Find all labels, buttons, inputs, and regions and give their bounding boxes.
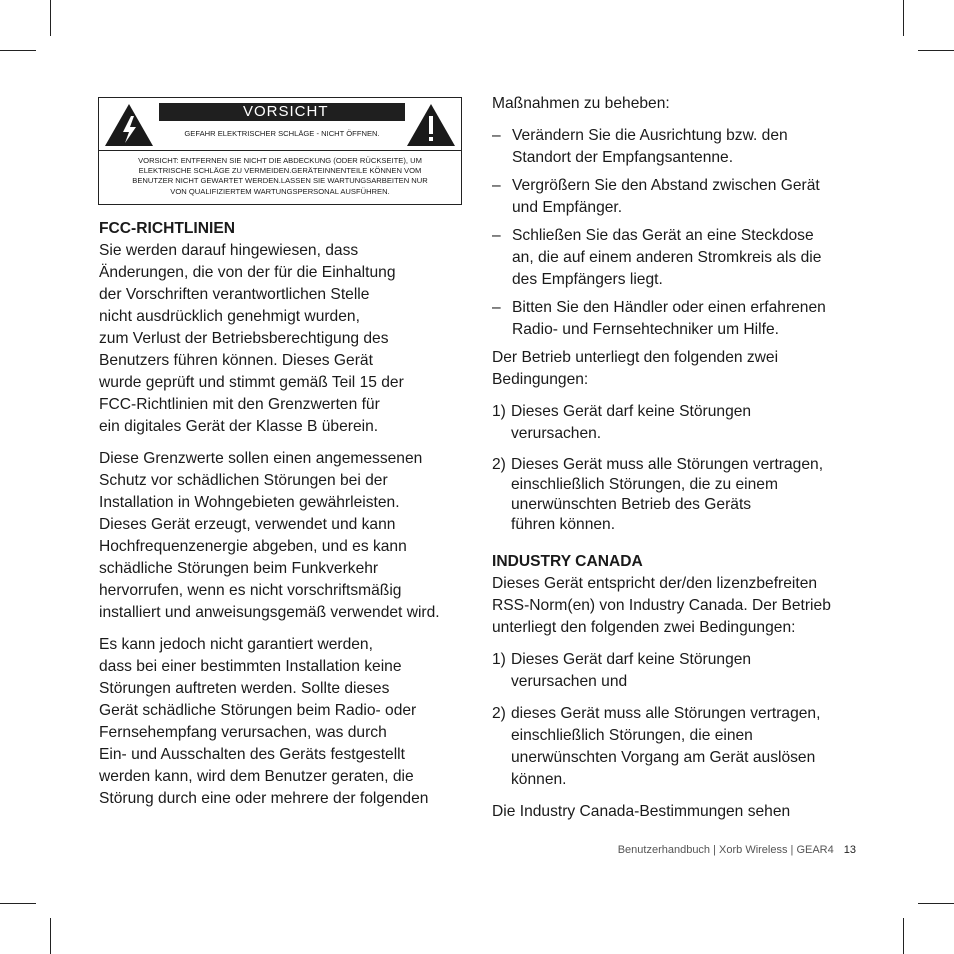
item-number: 1) xyxy=(492,651,506,668)
crop-mark xyxy=(0,903,36,904)
text-line: ein digitales Gerät der Klasse B überein. xyxy=(99,418,379,435)
condition-item xyxy=(492,455,862,535)
text-line: Es kann jedoch nicht garantiert werden, xyxy=(99,636,373,653)
warning-line: BENUTZER NICHT GEWARTET WERDEN.LASSEN SIE WARTUNGSARBEITEN NUR xyxy=(132,176,428,186)
text-line: dieses Gerät muss alle Störungen vertragen, xyxy=(511,705,821,722)
lightning-warning-icon xyxy=(103,102,155,148)
crop-mark xyxy=(0,50,36,51)
text-line: der Vorschriften verantwortlichen Stelle xyxy=(99,286,370,303)
warning-title: VORSICHT xyxy=(159,103,405,121)
text-line: Der Betrieb unterliegt den folgenden zwei xyxy=(492,349,779,366)
warning-text xyxy=(101,156,459,197)
crop-mark xyxy=(903,918,904,954)
crop-mark xyxy=(50,0,51,36)
item-number: 1) xyxy=(492,403,506,420)
left-column xyxy=(99,218,469,810)
measure-item xyxy=(492,225,862,291)
text-line: RSS-Norm(en) von Industry Canada. Der Betrieb xyxy=(492,597,831,614)
text-line: Verändern Sie die Ausrichtung bzw. den xyxy=(512,127,788,144)
text-line: nicht ausdrücklich genehmigt wurden, xyxy=(99,308,360,325)
text-line: Bitten Sie den Händler oder einen erfahrenen xyxy=(512,299,826,316)
fcc-heading: FCC-RICHTLINIEN xyxy=(99,220,235,237)
text-line: an, die auf einem anderen Stromkreis als die xyxy=(512,249,822,266)
text-line: wurde geprüft und stimmt gemäß Teil 15 der xyxy=(99,374,404,391)
text-line: Schutz vor schädlichen Störungen bei der xyxy=(99,472,388,489)
text-line: dass bei einer bestimmten Installation keine xyxy=(99,658,402,675)
text-line: installiert und anweisungsgemäß verwendet wird. xyxy=(99,604,440,621)
ic-condition-item xyxy=(492,649,862,693)
warning-header xyxy=(99,98,461,151)
fcc-paragraph-2 xyxy=(99,448,469,624)
text-line: Dieses Gerät darf keine Störungen xyxy=(511,651,752,668)
condition-item xyxy=(492,401,862,445)
dash-bullet: – xyxy=(492,299,501,316)
text-line: führen können. xyxy=(511,516,616,533)
text-line: Dieses Gerät muss alle Störungen vertragen, xyxy=(511,456,824,473)
text-line: einschließlich Störungen, die einen xyxy=(511,727,753,744)
text-line: Gerät schädliche Störungen beim Radio- oder xyxy=(99,702,417,719)
text-line: Dieses Gerät entspricht der/den lizenzbefreiten xyxy=(492,575,818,592)
warning-subtitle: GEFAHR ELEKTRISCHER SCHLÄGE - NICHT ÖFFNEN. xyxy=(184,129,380,138)
text-line: Änderungen, die von der für die Einhaltung xyxy=(99,264,396,281)
crop-mark xyxy=(903,0,904,36)
warning-line: VON QUALIFIZIERTEM WARTUNGSPERSONAL AUSFÜHREN. xyxy=(170,186,390,196)
industry-canada-heading: INDUSTRY CANADA xyxy=(492,553,643,570)
text-line: Störung durch eine oder mehrere der folgenden xyxy=(99,790,429,807)
text-line: Sie werden darauf hingewiesen, dass xyxy=(99,242,359,259)
text-line: werden kann, wird dem Benutzer geraten, die xyxy=(99,768,414,785)
conditions-intro xyxy=(492,347,862,391)
ic-condition-item xyxy=(492,703,862,791)
right-column xyxy=(492,93,862,823)
fcc-paragraph-1 xyxy=(99,240,469,438)
exclamation-warning-icon xyxy=(405,102,457,148)
text-line: Radio- und Fernsehtechniker um Hilfe. xyxy=(512,321,779,338)
measure-item xyxy=(492,125,862,169)
page-footer xyxy=(560,843,856,857)
footer-text: Benutzerhandbuch | Xorb Wireless | GEAR4 xyxy=(617,844,834,856)
text-line: Vergrößern Sie den Abstand zwischen Gerät xyxy=(512,177,820,194)
text-line: können. xyxy=(511,771,567,788)
warning-line: ELEKTRISCHE SCHLÄGE ZU VERMEIDEN.GERÄTEINNENTEILE KÖNNEN VOM xyxy=(138,166,422,176)
caution-warning-box xyxy=(98,97,462,205)
crop-mark xyxy=(918,903,954,904)
dash-bullet: – xyxy=(492,177,501,194)
page-number: 13 xyxy=(843,844,856,856)
warning-line: VORSICHT: ENTFERNEN SIE NICHT DIE ABDECKUNG (ODER RÜCKSEITE), UM xyxy=(138,156,422,165)
dash-bullet: – xyxy=(492,227,501,244)
text-line: Ein- und Ausschalten des Geräts festgestellt xyxy=(99,746,405,763)
text-line: des Empfängers liegt. xyxy=(512,271,663,288)
measure-item xyxy=(492,175,862,219)
text-line: hervorrufen, wenn es nicht vorschriftsmäßig xyxy=(99,582,402,599)
closing-line: Die Industry Canada-Bestimmungen sehen xyxy=(492,803,791,820)
text-line: verursachen und xyxy=(511,673,628,690)
crop-mark xyxy=(918,50,954,51)
text-line: Installation in Wohngebieten gewährleisten. xyxy=(99,494,400,511)
measures-intro: Maßnahmen zu beheben: xyxy=(492,95,670,112)
text-line: Standort der Empfangsantenne. xyxy=(512,149,734,166)
text-line: zum Verlust der Betriebsberechtigung des xyxy=(99,330,389,347)
text-line: schädliche Störungen beim Funkverkehr xyxy=(99,560,379,577)
text-line: einschließlich Störungen, die zu einem xyxy=(511,476,778,493)
text-line: Hochfrequenzenergie abgeben, und es kann xyxy=(99,538,407,555)
text-line: Diese Grenzwerte sollen einen angemessenen xyxy=(99,450,423,467)
text-line: unterliegt den folgenden zwei Bedingungen: xyxy=(492,619,796,636)
text-line: unerwünschten Betrieb des Geräts xyxy=(511,496,752,513)
text-line: Benutzers führen können. Dieses Gerät xyxy=(99,352,373,369)
text-line: Fernsehempfang verursachen, was durch xyxy=(99,724,387,741)
text-line: verursachen. xyxy=(511,425,602,442)
fcc-paragraph-3 xyxy=(99,634,469,810)
measure-item xyxy=(492,297,862,341)
industry-canada-paragraph xyxy=(492,573,862,639)
text-line: Schließen Sie das Gerät an eine Steckdose xyxy=(512,227,814,244)
dash-bullet: – xyxy=(492,127,501,144)
text-line: Störungen auftreten werden. Sollte dieses xyxy=(99,680,390,697)
crop-mark xyxy=(50,918,51,954)
text-line: Dieses Gerät darf keine Störungen xyxy=(511,403,752,420)
text-line: Dieses Gerät erzeugt, verwendet und kann xyxy=(99,516,396,533)
text-line: FCC-Richtlinien mit den Grenzwerten für xyxy=(99,396,380,413)
item-number: 2) xyxy=(492,456,506,473)
text-line: und Empfänger. xyxy=(512,199,623,216)
text-line: unerwünschten Vorgang am Gerät auslösen xyxy=(511,749,816,766)
item-number: 2) xyxy=(492,705,506,722)
text-line: Bedingungen: xyxy=(492,371,589,388)
